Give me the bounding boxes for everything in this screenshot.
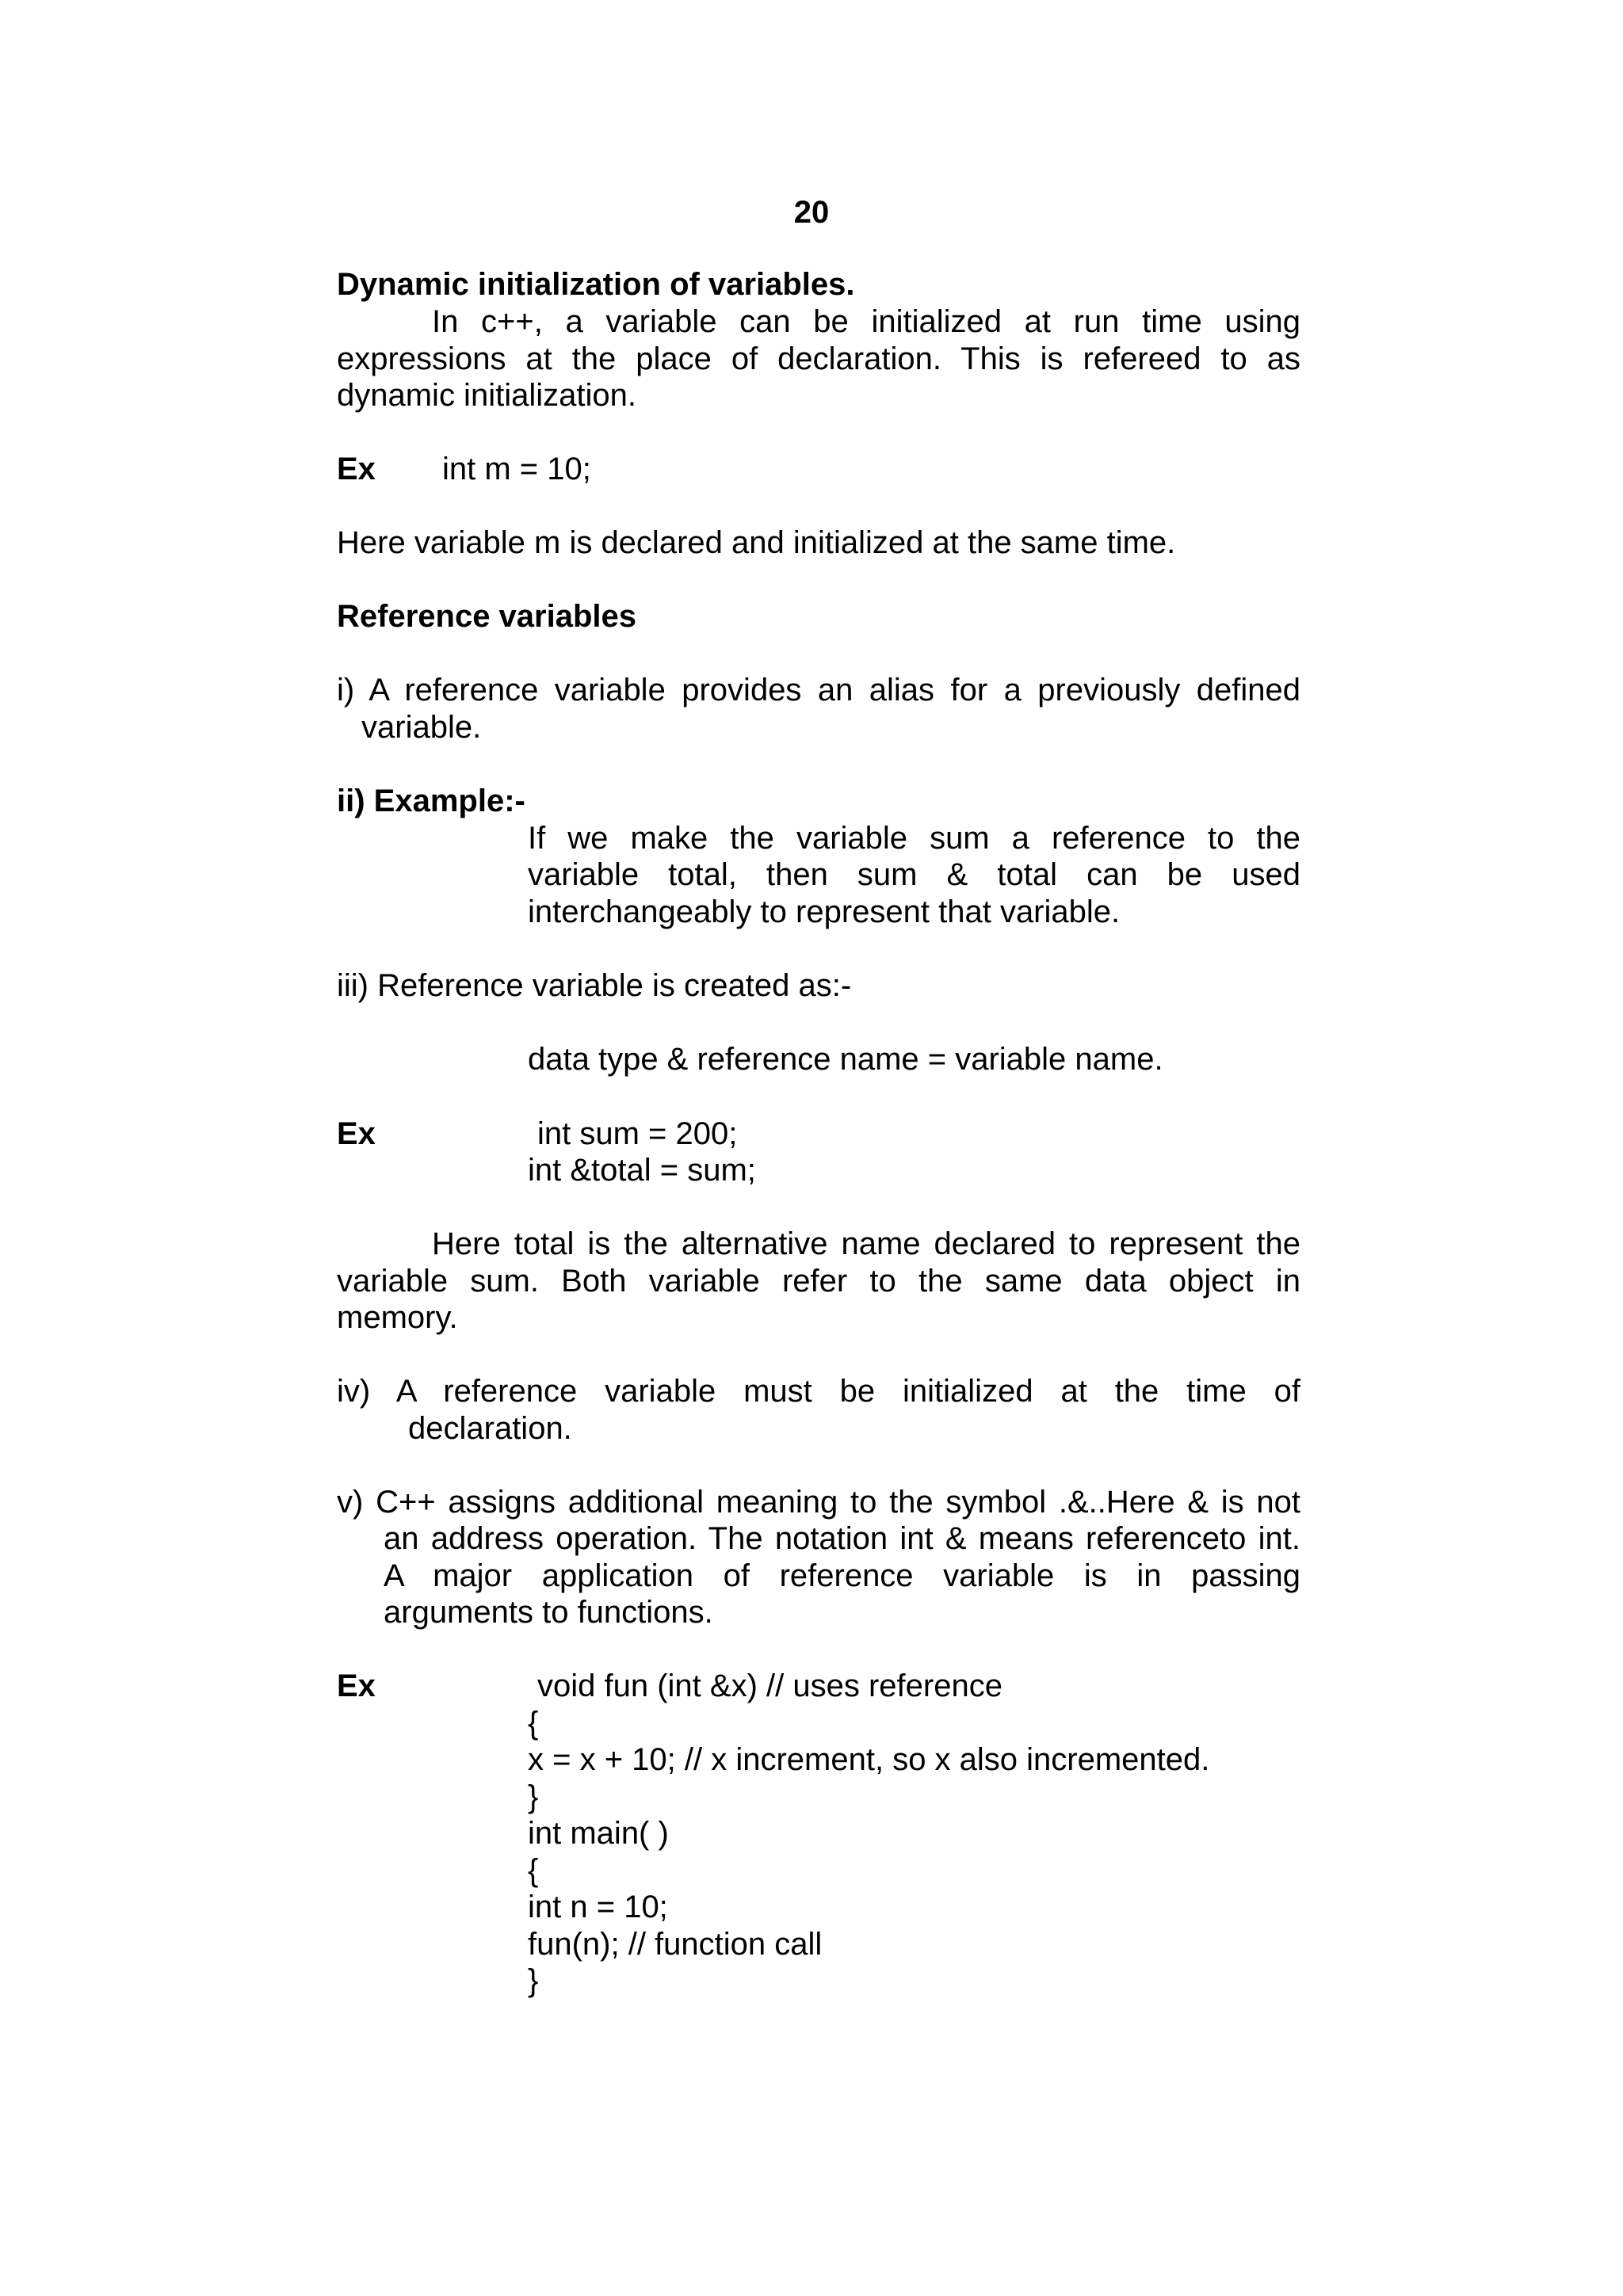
para-line: variable sum. Both variable refer to the same data object in (337, 1264, 1300, 1299)
note-text: Here variable m is declared and initialized at the same time. (337, 525, 1176, 560)
list-item-i-cont: variable. (361, 710, 482, 745)
code-line: void fun (int &x) // uses reference (537, 1669, 1002, 1703)
code-line: { (528, 1853, 539, 1888)
para-line: memory. (337, 1300, 458, 1335)
para-line: Here total is the alternative name declared to represent the (432, 1226, 1300, 1261)
para-line: variable total, then sum & total can be used (528, 857, 1300, 892)
section-heading-dynamic-init: Dynamic initialization of variables. (337, 267, 855, 302)
code-line: int &total = sum; (528, 1153, 756, 1188)
list-item-v-cont: an address operation. The notation int & means referenceto int. (384, 1521, 1300, 1556)
para-line: In c++, a variable can be initialized at run time using (432, 304, 1300, 339)
list-item-iii: iii) Reference variable is created as:- (337, 968, 852, 1003)
code-line: int m = 10; (442, 452, 591, 486)
code-line: int sum = 200; (537, 1116, 738, 1151)
list-item-iv-cont: declaration. (408, 1411, 572, 1446)
example-label: Ex (337, 1116, 376, 1151)
list-item-v: v) C++ assigns additional meaning to the symbol .&..Here & is not (337, 1485, 1300, 1520)
example-label: Ex (337, 1669, 376, 1703)
para-line: If we make the variable sum a reference to the (528, 821, 1300, 856)
list-item-i: i) A reference variable provides an alias for a previously defined (337, 673, 1300, 707)
list-item-v-cont: A major application of reference variable is in passing (384, 1558, 1300, 1593)
list-item-iv: iv) A reference variable must be initialized at the time of (337, 1374, 1300, 1409)
code-line: int main( ) (528, 1816, 669, 1851)
syntax-line: data type & reference name = variable name. (528, 1042, 1163, 1077)
example-label: Ex (337, 452, 376, 486)
code-line: x = x + 10; // x increment, so x also incremented. (528, 1742, 1210, 1777)
para-line: expressions at the place of declaration. This is refereed to as (337, 341, 1300, 376)
page-number: 20 (793, 195, 830, 230)
code-line: int n = 10; (528, 1890, 668, 1924)
list-item-v-cont: arguments to functions. (384, 1595, 713, 1630)
list-item-ii-heading: ii) Example:- (337, 784, 525, 818)
code-line: } (528, 1779, 539, 1814)
code-line: } (528, 1963, 539, 1998)
section-heading-reference: Reference variables (337, 599, 637, 634)
code-line: fun(n); // function call (528, 1927, 823, 1962)
para-line: interchangeably to represent that variable. (528, 894, 1121, 929)
code-line: { (528, 1706, 539, 1741)
para-line: dynamic initialization. (337, 378, 636, 413)
